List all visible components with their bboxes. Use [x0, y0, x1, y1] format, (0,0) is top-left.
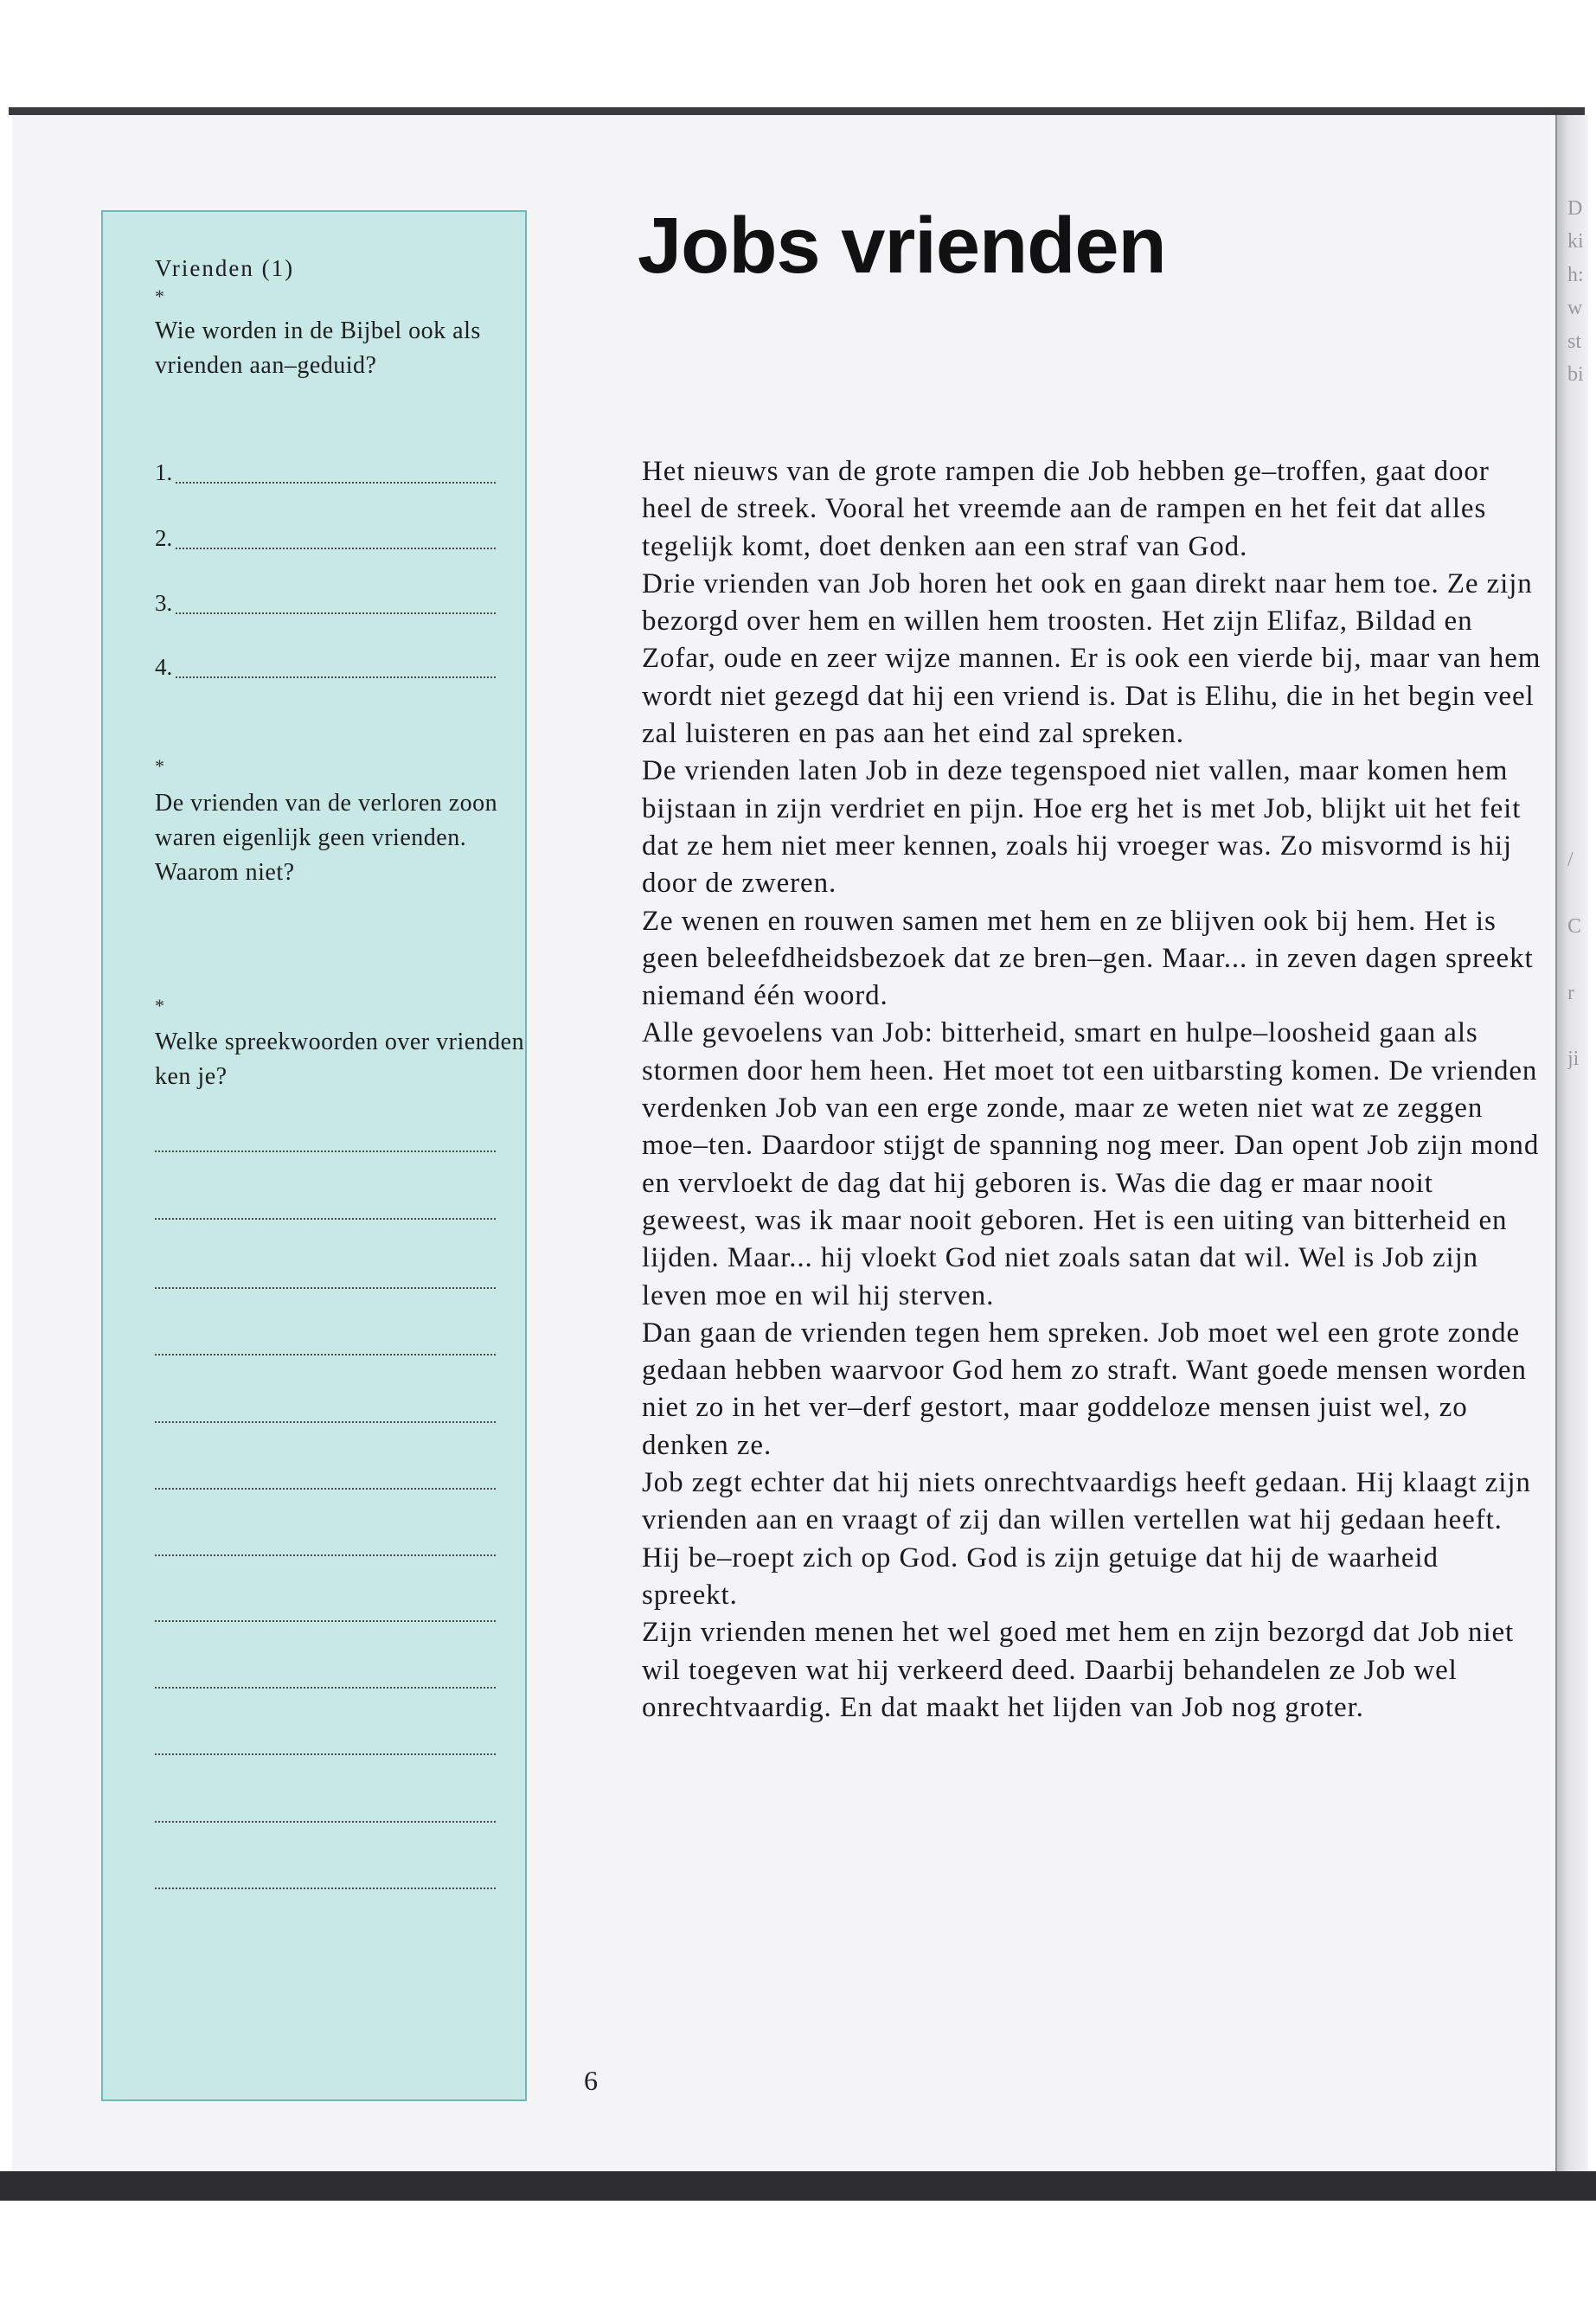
- page-number: 6: [584, 2065, 598, 2096]
- sidebar-heading: Vrienden (1): [155, 255, 295, 281]
- question-marker: *: [155, 755, 164, 777]
- question-marker: *: [155, 285, 164, 307]
- answer-line[interactable]: [155, 1287, 496, 1289]
- question-2: De vrienden van de verloren zoon waren eigenlijk geen vrienden. Waarom niet?: [155, 790, 498, 886]
- answer-number: 2.: [155, 525, 176, 552]
- answer-line[interactable]: [155, 1218, 496, 1220]
- answer-line[interactable]: [155, 1620, 496, 1622]
- answer-line[interactable]: [155, 1821, 496, 1823]
- article-paragraph: De vrienden laten Job in deze tegenspoed niet vallen, maar komen hem bijstaan in zijn verdriet en pijn. Hoe erg het is met Job, blijkt uit het feit dat ze hem niet meer kennen, zoals hij vroeger was. Zo misvormd is hij door de zweren.: [642, 755, 1522, 900]
- exercise-sidebar: [101, 210, 527, 2101]
- article-paragraph: Zijn vrienden menen het wel goed met hem en zijn bezorgd dat Job niet wil toegeven wat hij verkeerd deed. Daarbij behandelen ze Job wel onrechtvaardig. En dat maakt het lijden van Job nog groter.: [642, 1617, 1515, 1723]
- question-marker: *: [155, 995, 164, 1016]
- answer-number: 3.: [155, 590, 176, 617]
- answer-line[interactable]: [155, 1687, 496, 1689]
- answer-line[interactable]: [155, 676, 496, 678]
- article-paragraph: Het nieuws van de grote rampen die Job hebben ge–troffen, gaat door heel de streek. Vooral het vreemde aan de rampen en het feit dat alles tegelijk komt, doet denken aan een straf van God.: [642, 456, 1490, 562]
- article-paragraph: Ze wenen en rouwen samen met hem en ze blijven ook bij hem. Het is geen beleefdheidsbezoek dat ze bren–gen. Maar... in zeven dagen spreekt niemand één woord.: [642, 905, 1534, 1012]
- bleed-through-text-mid: / C r ji: [1567, 849, 1582, 1071]
- scan-border-top: [9, 107, 1585, 115]
- article-paragraph: Job zegt echter dat hij niets onrechtvaardigs heeft gedaan. Hij klaagt zijn vrienden aan en vraagt of zij dan willen vertellen wat hij gedaan heeft. Hij be–roept zich op God. God is zijn getuige dat hij de waarheid spreekt.: [642, 1467, 1531, 1611]
- answer-line[interactable]: [155, 1554, 496, 1556]
- answer-line[interactable]: [155, 1753, 496, 1755]
- answer-line[interactable]: [155, 548, 496, 549]
- article-paragraph: Drie vrienden van Job horen het ook en gaan direkt naar hem toe. Ze zijn bezorgd over hem en willen hem troosten. Het zijn Elifaz, Bildad en Zofar, oude en zeer wijze mannen. Er is ook een vierde bij, maar van hem wordt niet gezegd dat hij een vriend is. Dat is Elihu, die in het begin veel zal luisteren en pas aan het eind zal spreken.: [642, 567, 1542, 750]
- answer-line[interactable]: [155, 1150, 496, 1152]
- answer-line[interactable]: [155, 612, 496, 614]
- answer-line[interactable]: [155, 1888, 496, 1889]
- next-page-edge: [1555, 115, 1588, 2172]
- answer-line[interactable]: [155, 1354, 496, 1356]
- article-paragraph: Alle gevoelens van Job: bitterheid, smart en hulpe–loosheid gaan als stormen door hem heen. Het moet tot een uitbarsting komen. De vrienden verdenken Job van een erge zonde, maar ze weten niet wat ze zeggen moe–ten. Daardoor stijgt de spanning nog meer. Dan opent Job zijn mond en vervloekt de dag dat hij geboren is. Was die dag er maar nooit geweest, was ik maar nooit geboren. Het is een uiting van bitterheid en lijden. Maar... hij vloekt God niet zoals satan dat wil. Wel is Job zijn leven moe en wil hij sterven.: [642, 1017, 1540, 1311]
- article-title: Jobs vrienden: [638, 202, 1166, 290]
- scan-border-bottom: [0, 2171, 1596, 2201]
- answer-line[interactable]: [155, 1421, 496, 1423]
- question-1: Wie worden in de Bijbel ook als vrienden aan–geduid?: [155, 317, 481, 379]
- bleed-through-text-top: D ki h: w st bi: [1567, 197, 1584, 386]
- answer-line[interactable]: [155, 482, 496, 484]
- answer-number: 1.: [155, 459, 176, 486]
- answer-number: 4.: [155, 654, 176, 681]
- answer-line[interactable]: [155, 1488, 496, 1490]
- question-3: Welke spreekwoorden over vrienden ken je?: [155, 1029, 525, 1090]
- article-body: [642, 453, 1542, 1727]
- article-paragraph: Dan gaan de vrienden tegen hem spreken. Job moet wel een grote zonde gedaan hebben waarvoor God hem zo straft. Want goede mensen worden niet zo in het ver–derf gestort, maar goddeloze mensen juist wel, zo denken ze.: [642, 1317, 1527, 1461]
